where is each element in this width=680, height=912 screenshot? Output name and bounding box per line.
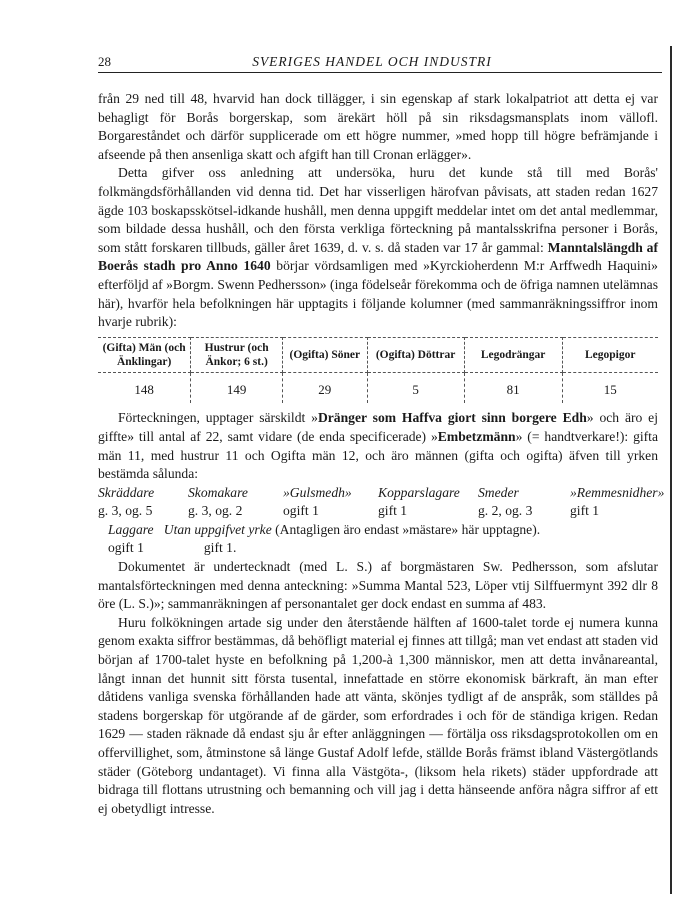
trade-count: g. 3, og. 5 xyxy=(98,503,153,519)
paragraph-3-part-d: » (= handtverkare!): gifta män 11, med hustrur 11 och Ogifta män 12, och äro männen (gifta och ogifta) äfven till yrken bestämda sålunda: xyxy=(98,428,658,482)
header-rule xyxy=(98,72,662,73)
running-title: SVERIGES HANDEL OCH INDUSTRI xyxy=(252,54,492,69)
trade-name: »Remmesnidher» xyxy=(570,484,665,500)
trade-name: Smeder xyxy=(478,484,519,500)
header-wives: Hustrur (och Änkor; 6 st.) xyxy=(191,337,283,372)
trade-row-2-names xyxy=(98,521,658,540)
running-header xyxy=(82,54,662,74)
paragraph-3-part-c: » och äro ej giffte» till antal af 22, samt vidare (de enda specificerade) » xyxy=(98,410,658,444)
trade-name: Utan uppgifvet yrke xyxy=(163,521,272,537)
header-maids: Legopigor xyxy=(562,337,658,372)
trade-name: »Gulsmedh» xyxy=(283,484,352,500)
trade-count: g. 2, og. 3 xyxy=(478,503,533,519)
paragraph-3 xyxy=(98,409,658,483)
paragraph-2 xyxy=(98,164,658,331)
trade-count: ogift 1 xyxy=(108,540,144,556)
header-farmhands: Legodrängar xyxy=(464,337,562,372)
trade-counts-row xyxy=(98,502,658,521)
census-table xyxy=(98,337,658,404)
trade-count: gift 1 xyxy=(378,503,408,519)
dranger-phrase: Dränger som Haffva giort sinn borgere Edh xyxy=(317,410,587,426)
header-married-men: (Gifta) Män (och Änklingar) xyxy=(98,337,191,372)
paragraph-3-part-a: Förteckningen, upptager särskildt » xyxy=(118,410,318,426)
trade-names-row xyxy=(98,484,665,503)
trade-name: Skomakare xyxy=(188,484,248,500)
body-text xyxy=(98,90,665,818)
page-edge-rule xyxy=(670,46,672,894)
value-married-men: 148 xyxy=(98,372,191,403)
value-sons: 29 xyxy=(283,372,368,403)
value-wives: 149 xyxy=(191,372,283,403)
header-daughters: (Ogifta) Döttrar xyxy=(367,337,464,372)
trade-count: gift 1 xyxy=(570,503,600,519)
census-header-row xyxy=(98,337,658,372)
trade-name: Laggare xyxy=(108,521,154,537)
trade-note: (Antagligen äro endast »mästare» här upptagne). xyxy=(271,521,541,537)
paragraph-2-part-a: Detta gifver oss anledning att undersöka, huru det kunde stå till med Borås' folkmängdsförhållanden vid denna tid. Det har visserligen härofvan påvisats, att staden redan 1627 ägde 103 boskapsskötsel-idkande hushåll, men denna uppgift meddelar intet om det antal medlemmar, som bildade dessa hushåll, och den första verkliga förteckning på mantalsskrifna personer i Borås, som stått forskaren tillbuds, gäller året 1639, d. v. s. då staden var 17 år gammal: xyxy=(98,165,658,255)
value-farmhands: 81 xyxy=(464,372,562,403)
paragraph-2-part-b: börjar vördsamligen med »Kyrckioherdenn M:r Arffwedh Haquini» efterföljd af »Borgm. Swenn Pedhersson» (inga födelseår förekomma och de öfriga namnen utelämnas här), hvarför hela befolkningen här upptagits i följande kolumner (med sammanräkningssiffror inom hvarje rubrik): xyxy=(98,258,658,330)
header-sons: (Ogifta) Söner xyxy=(283,337,368,372)
paragraph-4: Dokumentet är undertecknadt (med L. S.) af borgmästaren Sw. Pedhersson, som afslutar mantalsförteckningen med denna anteckning: »Summa Mantal 523, Löper vtij Silffuermynt 392 dlr 8 öre (L. S.)»; sammanräkningen af personantalet ger dock endast en summa af 483. xyxy=(98,559,658,612)
trade-name: Kopparslagare xyxy=(378,484,460,500)
trade-count: ogift 1 xyxy=(283,503,319,519)
paragraph-5: Huru folkökningen artade sig under den återstående hälften af 1600-talet torde ej numera kunna genom exakta siffror bestämmas, då behöfligt material ej finnes att tillgå; man vet endast att staden vid början af 1700-talet hyste en befolkning på 1,200-à 1,300 människor, men att detta invånareantal, långt innan det hunnit sitt första tusental, innefattade en större ekonomisk bärkraft, än man efter dåtidens vanliga svenska förhållanden hade att vänta, skönjes tydligt af de anspråk, som ställdes på stadens borgerskap för utgörande af de gärder, som erfordrades i och för de ständiga krigen. Redan 1629 — staden räknade då endast sju år efter anläggningen — förtälja oss riksdagsprotokollen om en offervillighet, som, åtminstone så länge Gustaf Adolf lefde, ställde Borås främst ibland Västergötlands städer (Göteborg undantaget). Vi finna alla Västgöta-, (liksom hela rikets) städer uppfordrade att bidraga till flottans utrustning och bemanning och vill jag i detta hänseende anföra några siffror af ett ej obetydligt intresse. xyxy=(98,614,658,816)
trade-count: g. 3, og. 2 xyxy=(188,503,243,519)
census-title: Manntalslängdh af Boerås stadh pro Anno 1640 xyxy=(98,239,658,274)
trade-row-2-counts xyxy=(98,539,658,558)
trade-name: Skräddare xyxy=(98,484,155,500)
value-maids: 15 xyxy=(603,381,617,397)
paragraph-1: från 29 ned till 48, hvarvid han dock tillägger, i sin egenskap af stark lokalpatriot att detta ej var behagligt för Borås borgerskap, som ärekärt höll på sin riksdagsmansplats inom vällofl. Borgareståndet och därför supplicerade om ett högre nummer, »med hopp till högre befrämjande i afseende på then ansenliga skatt och afgift han till Cronan erlägger». xyxy=(98,91,658,162)
embetzmann-term: Embetzmänn xyxy=(437,428,516,444)
page-number: 28 xyxy=(98,54,111,69)
census-value-row xyxy=(98,372,658,403)
value-daughters: 5 xyxy=(367,372,464,403)
trade-count: gift 1. xyxy=(203,540,237,556)
